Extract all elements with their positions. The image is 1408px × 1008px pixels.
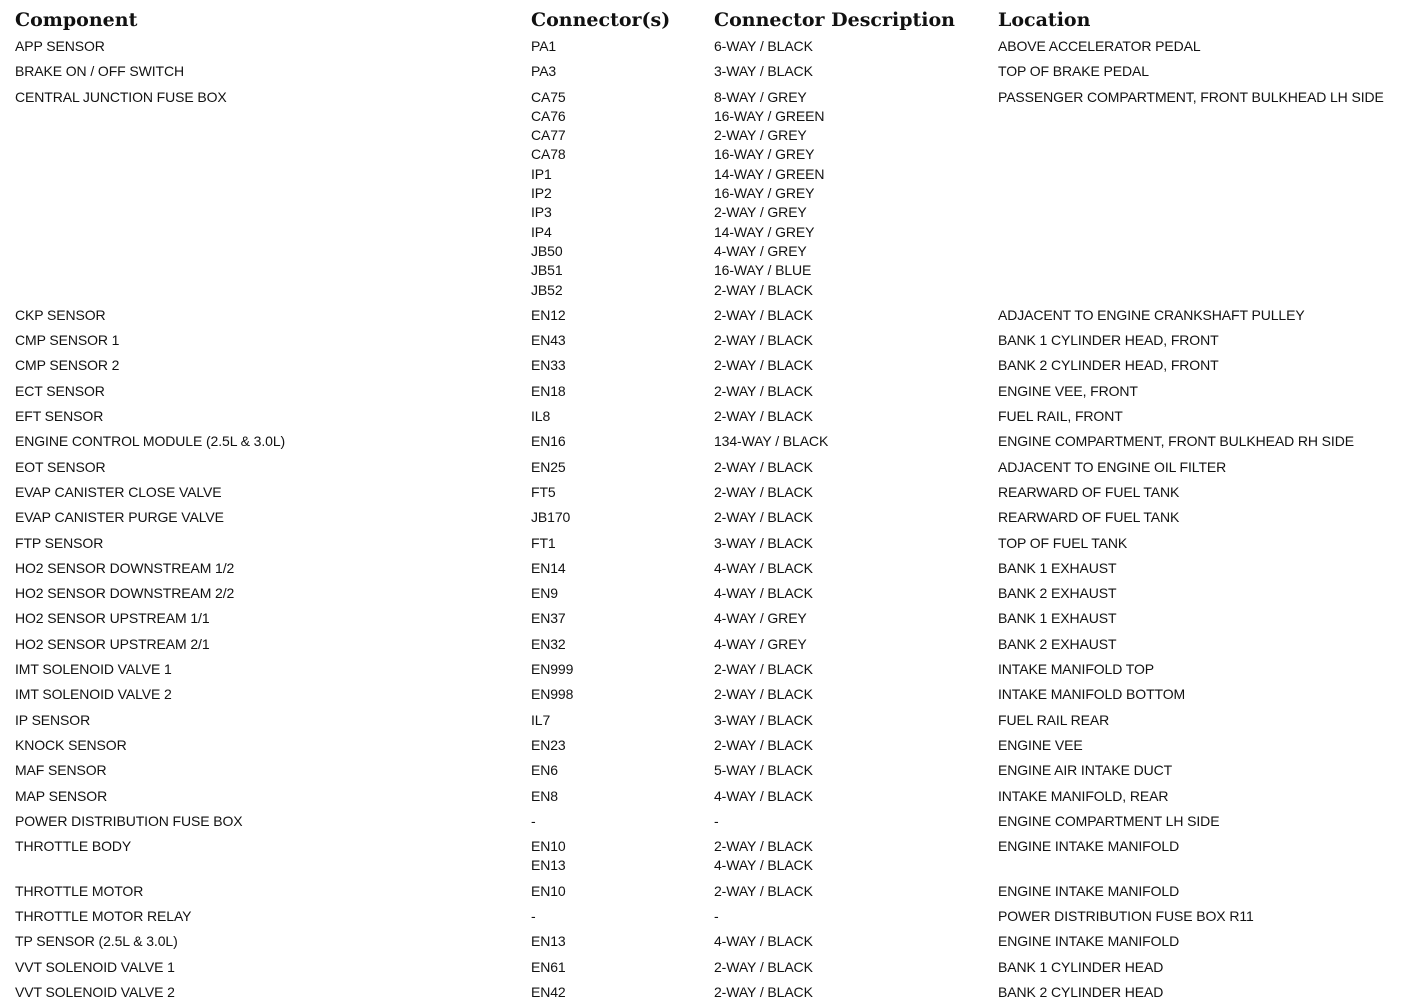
component-name: ENGINE CONTROL MODULE (2.5L & 3.0L) <box>15 433 286 450</box>
component-name: IMT SOLENOID VALVE 2 <box>15 686 172 703</box>
table-row <box>15 660 1400 679</box>
connector-id: EN8 <box>531 787 558 804</box>
connector-description: 16-WAY / GREY <box>714 146 815 163</box>
connector-description: 2-WAY / BLACK <box>714 483 813 500</box>
description-list <box>714 37 998 56</box>
table-row <box>15 483 1400 502</box>
component-name: MAP SENSOR <box>15 787 108 804</box>
component-name: HO2 SENSOR UPSTREAM 1/1 <box>15 610 210 627</box>
connector-description: 3-WAY / BLACK <box>714 711 813 728</box>
connector-list <box>531 685 714 704</box>
connector-list <box>531 635 714 654</box>
description-list <box>714 907 998 926</box>
component-name: THROTTLE MOTOR RELAY <box>15 907 192 924</box>
component-location: POWER DISTRIBUTION FUSE BOX R11 <box>998 907 1254 924</box>
header-connectors: Connector(s) <box>531 9 671 31</box>
component-location: ENGINE INTAKE MANIFOLD <box>998 838 1180 855</box>
connector-description: 2-WAY / BLACK <box>714 408 813 425</box>
description-list <box>714 787 998 806</box>
component-name: POWER DISTRIBUTION FUSE BOX <box>15 812 243 829</box>
connector-description: 14-WAY / GREEN <box>714 165 825 182</box>
connector-list <box>531 711 714 730</box>
connector-description: 134-WAY / BLACK <box>714 433 829 450</box>
component-location: ENGINE INTAKE MANIFOLD <box>998 882 1180 899</box>
connector-list <box>531 660 714 679</box>
table-header <box>15 6 1400 37</box>
component-name: BRAKE ON / OFF SWITCH <box>15 63 185 80</box>
component-name: EFT SENSOR <box>15 408 104 425</box>
table-row <box>15 837 1400 876</box>
table-row <box>15 331 1400 350</box>
connector-id: EN42 <box>531 983 566 1000</box>
component-location: FUEL RAIL REAR <box>998 711 1110 728</box>
connector-description: 4-WAY / GREY <box>714 242 807 259</box>
connector-id: EN37 <box>531 610 566 627</box>
connector-description: 6-WAY / BLACK <box>714 38 813 54</box>
connector-id: EN998 <box>531 686 574 703</box>
connector-id: EN23 <box>531 736 566 753</box>
table-row <box>15 635 1400 654</box>
component-location: ENGINE COMPARTMENT LH SIDE <box>998 812 1220 829</box>
connector-description: 3-WAY / BLACK <box>714 63 813 80</box>
connector-id: EN9 <box>531 585 558 602</box>
connector-id: IP3 <box>531 204 552 221</box>
description-list <box>714 534 998 553</box>
description-list <box>714 483 998 502</box>
connector-list <box>531 432 714 451</box>
component-location: BANK 1 EXHAUST <box>998 610 1117 627</box>
component-name: KNOCK SENSOR <box>15 736 127 753</box>
table-row <box>15 932 1400 951</box>
connector-description: 16-WAY / BLUE <box>714 262 812 279</box>
component-location: ENGINE VEE <box>998 736 1083 753</box>
component-name: APP SENSOR <box>15 38 105 54</box>
connector-list <box>531 932 714 951</box>
connector-id: EN14 <box>531 559 566 576</box>
connector-id: JB52 <box>531 281 563 298</box>
component-location: ENGINE VEE, FRONT <box>998 382 1138 399</box>
connector-list <box>531 483 714 502</box>
connector-list <box>531 382 714 401</box>
table-row <box>15 584 1400 603</box>
component-name: THROTTLE MOTOR <box>15 882 144 899</box>
connector-description: 2-WAY / BLACK <box>714 958 813 975</box>
table-row <box>15 812 1400 831</box>
component-location: ENGINE INTAKE MANIFOLD <box>998 933 1180 950</box>
connector-id: - <box>531 812 536 829</box>
component-name: IP SENSOR <box>15 711 91 728</box>
component-location: INTAKE MANIFOLD, REAR <box>998 787 1169 804</box>
description-list <box>714 983 998 1002</box>
connector-id: EN25 <box>531 458 566 475</box>
header-component: Component <box>15 9 138 31</box>
component-name: EVAP CANISTER CLOSE VALVE <box>15 483 222 500</box>
connector-id: - <box>531 907 536 924</box>
connector-description: 2-WAY / BLACK <box>714 332 813 349</box>
connector-id: CA76 <box>531 107 566 124</box>
connector-id: EN43 <box>531 332 566 349</box>
table-row <box>15 534 1400 553</box>
connector-description: 4-WAY / GREY <box>714 610 807 627</box>
header-description: Connector Description <box>714 9 955 31</box>
description-list <box>714 458 998 477</box>
connector-id: JB50 <box>531 242 563 259</box>
table-row <box>15 559 1400 578</box>
description-list <box>714 812 998 831</box>
table-row <box>15 882 1400 901</box>
description-list <box>714 407 998 426</box>
description-list <box>714 837 998 876</box>
connector-id: EN10 <box>531 882 566 899</box>
component-location: BANK 2 CYLINDER HEAD, FRONT <box>998 357 1219 374</box>
connector-description: 16-WAY / GREY <box>714 185 815 202</box>
table-row <box>15 306 1400 325</box>
connector-list <box>531 983 714 1002</box>
component-location: TOP OF FUEL TANK <box>998 534 1128 551</box>
component-name: CENTRAL JUNCTION FUSE BOX <box>15 88 227 105</box>
component-name: MAF SENSOR <box>15 762 107 779</box>
connector-id: EN18 <box>531 382 566 399</box>
connector-description: 8-WAY / GREY <box>714 88 807 105</box>
connector-id: CA78 <box>531 146 566 163</box>
component-location: BANK 1 CYLINDER HEAD, FRONT <box>998 332 1219 349</box>
table-row <box>15 983 1400 1002</box>
connector-id: JB170 <box>531 509 571 526</box>
header-location: Location <box>998 9 1091 31</box>
table-row <box>15 787 1400 806</box>
connector-list <box>531 837 714 876</box>
component-name: VVT SOLENOID VALVE 1 <box>15 958 175 975</box>
connector-id: IP1 <box>531 165 552 182</box>
component-location: ADJACENT TO ENGINE OIL FILTER <box>998 458 1227 475</box>
connector-description: 5-WAY / BLACK <box>714 762 813 779</box>
component-location: REARWARD OF FUEL TANK <box>998 509 1180 526</box>
connector-description: 4-WAY / BLACK <box>714 933 813 950</box>
component-location: BANK 1 EXHAUST <box>998 559 1117 576</box>
connector-id: EN33 <box>531 357 566 374</box>
table-row <box>15 356 1400 375</box>
connector-description: 4-WAY / BLACK <box>714 787 813 804</box>
connector-description: 14-WAY / GREY <box>714 223 815 240</box>
table-row <box>15 62 1400 81</box>
connector-list <box>531 584 714 603</box>
connector-list <box>531 62 714 81</box>
connector-id: IP4 <box>531 223 552 240</box>
component-location: INTAKE MANIFOLD BOTTOM <box>998 686 1186 703</box>
description-list <box>714 584 998 603</box>
connector-list <box>531 882 714 901</box>
connector-list <box>531 761 714 780</box>
component-name: VVT SOLENOID VALVE 2 <box>15 983 175 1000</box>
connector-description: 2-WAY / BLACK <box>714 882 813 899</box>
connector-id: IL8 <box>531 408 551 425</box>
connector-list <box>531 508 714 527</box>
description-list <box>714 685 998 704</box>
table-row <box>15 382 1400 401</box>
component-location: FUEL RAIL, FRONT <box>998 408 1123 425</box>
connector-id: EN13 <box>531 933 566 950</box>
table-row <box>15 761 1400 780</box>
connector-description: 2-WAY / BLACK <box>714 382 813 399</box>
table-row <box>15 88 1400 300</box>
table-row <box>15 958 1400 977</box>
connector-list <box>531 907 714 926</box>
connector-description: 16-WAY / GREEN <box>714 107 825 124</box>
component-name: CMP SENSOR 2 <box>15 357 120 374</box>
connector-description: 2-WAY / BLACK <box>714 736 813 753</box>
description-list <box>714 761 998 780</box>
description-list <box>714 331 998 350</box>
connector-id: PA3 <box>531 63 557 80</box>
description-list <box>714 882 998 901</box>
component-location: ENGINE AIR INTAKE DUCT <box>998 762 1173 779</box>
table-row <box>15 37 1400 56</box>
connector-table <box>15 6 1400 1008</box>
connector-description: 2-WAY / BLACK <box>714 458 813 475</box>
description-list <box>714 711 998 730</box>
connector-list <box>531 37 714 56</box>
table-row <box>15 432 1400 451</box>
description-list <box>714 382 998 401</box>
connector-list <box>531 331 714 350</box>
connector-id: EN32 <box>531 635 566 652</box>
connector-list <box>531 356 714 375</box>
connector-description: 4-WAY / BLACK <box>714 559 813 576</box>
component-name: THROTTLE BODY <box>15 838 132 855</box>
table-row <box>15 711 1400 730</box>
connector-list <box>531 534 714 553</box>
table-body <box>15 37 1400 1002</box>
component-location: ABOVE ACCELERATOR PEDAL <box>998 38 1201 54</box>
description-list <box>714 62 998 81</box>
connector-description: 2-WAY / BLACK <box>714 838 813 855</box>
description-list <box>714 609 998 628</box>
component-location: BANK 2 EXHAUST <box>998 585 1117 602</box>
table-row <box>15 508 1400 527</box>
connector-id: EN12 <box>531 306 566 323</box>
table-row <box>15 407 1400 426</box>
component-name: EOT SENSOR <box>15 458 106 475</box>
table-row <box>15 685 1400 704</box>
component-name: TP SENSOR (2.5L & 3.0L) <box>15 933 178 950</box>
connector-id: CA77 <box>531 127 566 144</box>
connector-description: 2-WAY / BLACK <box>714 357 813 374</box>
connector-description: 2-WAY / BLACK <box>714 661 813 678</box>
description-list <box>714 958 998 977</box>
connector-id: EN13 <box>531 857 566 874</box>
component-location: BANK 1 CYLINDER HEAD <box>998 958 1164 975</box>
connector-description: 2-WAY / BLACK <box>714 281 813 298</box>
connector-description: - <box>714 907 719 924</box>
component-name: HO2 SENSOR UPSTREAM 2/1 <box>15 635 210 652</box>
connector-description: 2-WAY / GREY <box>714 127 807 144</box>
connector-id: IL7 <box>531 711 551 728</box>
description-list <box>714 660 998 679</box>
connector-description: 3-WAY / BLACK <box>714 534 813 551</box>
connector-description: 2-WAY / BLACK <box>714 306 813 323</box>
connector-description: - <box>714 812 719 829</box>
component-location: REARWARD OF FUEL TANK <box>998 483 1180 500</box>
component-location: BANK 2 CYLINDER HEAD <box>998 983 1164 1000</box>
connector-description: 2-WAY / BLACK <box>714 686 813 703</box>
connector-id: JB51 <box>531 262 563 279</box>
table-row <box>15 609 1400 628</box>
table-row <box>15 736 1400 755</box>
connector-list <box>531 559 714 578</box>
table-row <box>15 458 1400 477</box>
connector-list <box>531 958 714 977</box>
component-location: ADJACENT TO ENGINE CRANKSHAFT PULLEY <box>998 306 1305 323</box>
connector-id: FT5 <box>531 483 556 500</box>
connector-id: EN999 <box>531 661 574 678</box>
connector-list <box>531 609 714 628</box>
description-list <box>714 432 998 451</box>
connector-description: 2-WAY / BLACK <box>714 509 813 526</box>
component-name: HO2 SENSOR DOWNSTREAM 1/2 <box>15 559 235 576</box>
component-name: IMT SOLENOID VALVE 1 <box>15 661 172 678</box>
component-name: HO2 SENSOR DOWNSTREAM 2/2 <box>15 585 235 602</box>
connector-id: CA75 <box>531 88 566 105</box>
component-location: ENGINE COMPARTMENT, FRONT BULKHEAD RH SIDE <box>998 433 1354 450</box>
connector-list <box>531 88 714 300</box>
connector-id: EN16 <box>531 433 566 450</box>
connector-list <box>531 812 714 831</box>
connector-id: EN10 <box>531 838 566 855</box>
component-name: CMP SENSOR 1 <box>15 332 120 349</box>
connector-list <box>531 306 714 325</box>
connector-description: 2-WAY / BLACK <box>714 983 813 1000</box>
connector-description: 4-WAY / GREY <box>714 635 807 652</box>
description-list <box>714 736 998 755</box>
component-location: BANK 2 EXHAUST <box>998 635 1117 652</box>
description-list <box>714 932 998 951</box>
description-list <box>714 306 998 325</box>
connector-list <box>531 787 714 806</box>
connector-id: EN61 <box>531 958 566 975</box>
connector-description: 4-WAY / BLACK <box>714 585 813 602</box>
description-list <box>714 635 998 654</box>
connector-description: 2-WAY / GREY <box>714 204 807 221</box>
connector-id: IP2 <box>531 185 552 202</box>
connector-id: FT1 <box>531 534 556 551</box>
table-row <box>15 907 1400 926</box>
description-list <box>714 559 998 578</box>
component-name: FTP SENSOR <box>15 534 104 551</box>
component-location: TOP OF BRAKE PEDAL <box>998 63 1149 80</box>
component-location: PASSENGER COMPARTMENT, FRONT BULKHEAD LH SIDE <box>998 88 1384 105</box>
connector-id: EN6 <box>531 762 558 779</box>
component-name: ECT SENSOR <box>15 382 105 399</box>
component-location: INTAKE MANIFOLD TOP <box>998 661 1155 678</box>
connector-id: PA1 <box>531 38 557 54</box>
description-list <box>714 356 998 375</box>
component-name: CKP SENSOR <box>15 306 106 323</box>
description-list <box>714 508 998 527</box>
component-name: EVAP CANISTER PURGE VALVE <box>15 509 224 526</box>
connector-description: 4-WAY / BLACK <box>714 857 813 874</box>
connector-list <box>531 458 714 477</box>
connector-list <box>531 407 714 426</box>
connector-list <box>531 736 714 755</box>
description-list <box>714 88 998 300</box>
